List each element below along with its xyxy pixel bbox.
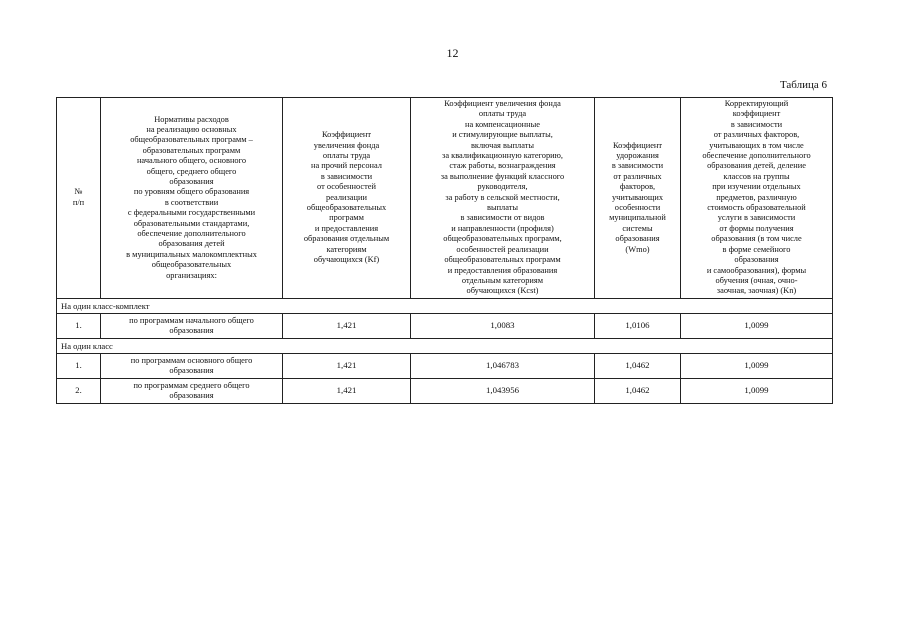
table-row (57, 378, 833, 403)
row-program: по программам начального общего образования (101, 313, 283, 338)
section-row (57, 338, 833, 353)
header-row (57, 98, 833, 299)
row-kcst: 1,0083 (411, 313, 595, 338)
section-title: На один класс (57, 338, 833, 353)
row-kn: 1,0099 (681, 378, 833, 403)
table-row (57, 313, 833, 338)
row-wmo: 1,0462 (595, 378, 681, 403)
row-num: 1. (57, 353, 101, 378)
row-wmo: 1,0106 (595, 313, 681, 338)
table-caption: Таблица 6 (779, 79, 827, 91)
header-kcst: Коэффициент увеличения фонда оплаты труда на компенсационные и стимулирующие выплаты, включая выплаты за квалификационную категорию, стаж работы, вознаграждения за выполнение функций классного руководителя, за работу в сельской местности, выплаты в зависимости от видов и направленности (профиля) общеобразовательных программ, особенностей реализации общеобразовательных программ и предоставления образования отдельным категориям обучающихся (Kcst) (411, 98, 595, 299)
page-number: 12 (446, 46, 459, 60)
table-row (57, 353, 833, 378)
row-kn: 1,0099 (681, 353, 833, 378)
row-kf: 1,421 (283, 313, 411, 338)
row-num: 2. (57, 378, 101, 403)
section-row (57, 298, 833, 313)
row-program: по программам основного общего образования (101, 353, 283, 378)
row-program: по программам среднего общего образования (101, 378, 283, 403)
row-kcst: 1,043956 (411, 378, 595, 403)
header-num: № п/п (57, 98, 101, 299)
header-kn: Корректирующий коэффициент в зависимости от различных факторов, учитывающих в том числе обеспечение дополнительного образования детей, деление классов на группы при изучении отдельных предметов, различную стоимость образовательной услуги в зависимости от формы получения образования (в том числе в форме семейного образования и самообразования), формы обучения (очная, очно- заочная, заочная) (Kn) (681, 98, 833, 299)
row-num: 1. (57, 313, 101, 338)
header-norm: Нормативы расходов на реализацию основных общеобразовательных программ – образовательных программ начального общего, основного общего, среднего общего образования по уровням общего образования в соответствии с федеральными государственными образовательными стандартами, обеспечение дополнительного образования детей в муниципальных малокомплектных общеобразовательных организациях: (101, 98, 283, 299)
row-kn: 1,0099 (681, 313, 833, 338)
header-wmo: Коэффициент удорожания в зависимости от различных факторов, учитывающих особенности муниципальной системы образования (Wmo) (595, 98, 681, 299)
header-kf: Коэффициент увеличения фонда оплаты труда на прочий персонал в зависимости от особенностей реализации общеобразовательных программ и предоставления образования отдельным категориям обучающихся (Kf) (283, 98, 411, 299)
row-kf: 1,421 (283, 353, 411, 378)
row-kcst: 1,046783 (411, 353, 595, 378)
norms-table (56, 97, 833, 404)
section-title: На один класс-комплект (57, 298, 833, 313)
row-kf: 1,421 (283, 378, 411, 403)
row-wmo: 1,0462 (595, 353, 681, 378)
